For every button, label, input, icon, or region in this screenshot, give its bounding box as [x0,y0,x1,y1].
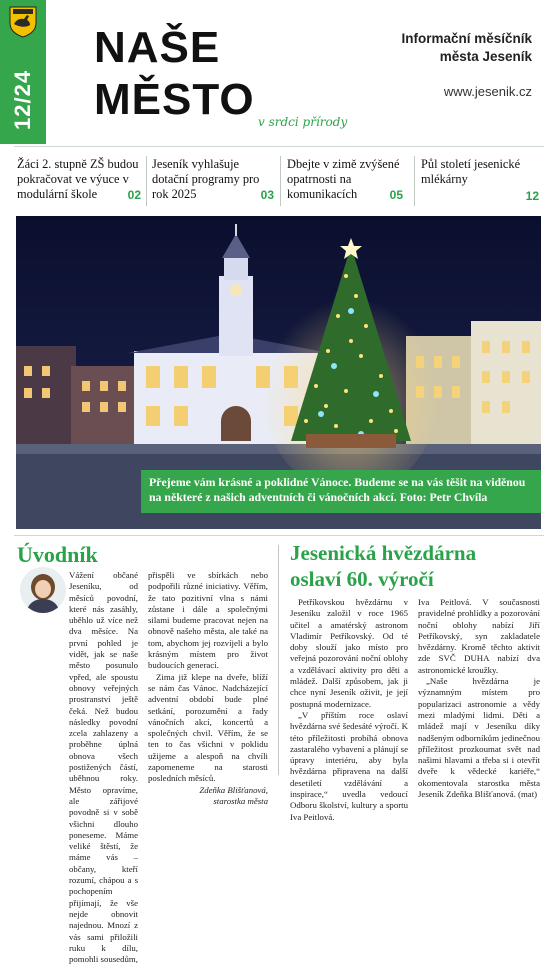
teaser-divider [414,156,415,206]
editorial-paragraph: Vážení občané Jeseníku, od měsíců povodní, které nás zasáhly, uběhlo už více než dva měsíce. Na první pohled je vidět, jak se naše město posunulo vpřed, ale spoustu obnovy veřejných prostranství ještě čeká. Než budou následky povodní zcela zahlazeny a proběhne úplná obnova všech postižených částí, uběhnou roky. Město opravíme, ale zářijové povodně si v sobě všichni dlouho poneseme. Máme veliké štěstí, že máme vás – občany, kteří rozumí, chápou a s pochopením přijímají, že vše nejde obnovit najednou. Mnozí z vás sami přiložili ruku k dílu, pomohli sousedům, [69,570,138,965]
header-divider [14,146,544,147]
teaser-divider [280,156,281,206]
teaser-3[interactable] [287,157,403,202]
observatory-heading [290,540,476,592]
photo-caption: Přejeme vám krásné a poklidné Vánoce. Budeme se na vás těšit na viděnou na některé z našich adventních či vánočních akcí. Foto: Petr Chvíla [141,470,541,513]
teaser-4-page: 12 [525,189,539,203]
masthead-title-line2: MĚSTO [94,75,255,124]
masthead-subtitle [401,30,532,66]
teaser-2[interactable] [152,157,274,202]
observatory-column-1 [290,597,408,823]
observatory-column-2 [418,597,540,800]
website-link[interactable]: www.jesenik.cz [443,84,532,99]
editorial-signature-name: Zdeňka Blišťanová, [199,784,268,795]
teaser-1[interactable] [17,157,141,202]
editorial-column-1 [17,570,138,965]
observatory-paragraph: „Naše hvězdárna je významným místem pro popularizaci astronomie a vědy mezi mladými lidmi. Děti a mládež mají v Jeseníku díky nadšeným odborníkům jedinečnou příležitost prozkoumat svět nad našimi hlavami a třeba si i otevřít dveře k vědecké kariéře,“ okomentovala starostka města Jeseník Zdeňka Blišťanová. (mat) [418,676,540,800]
masthead-title-line1: NAŠE [94,23,221,72]
issue-number: 12/24 [10,69,35,131]
subtitle-line1: Informační měsíčník [401,31,532,46]
editorial-signature-role: starostka města [213,795,268,806]
teaser-3-text: Dbejte v zimě zvýšené opatrnosti na komunikacích [287,157,400,201]
observatory-heading-line1: Jesenická hvězdárna [290,541,477,565]
editorial-heading: Úvodník [17,542,98,567]
editorial-column-2 [148,570,268,807]
column-divider [278,545,279,775]
teaser-3-page: 05 [389,188,403,202]
teaser-1-text: Žáci 2. stupně ZŠ budou pokračovat ve výuce v modulární škole [17,157,139,201]
editorial-paragraph: Zima již klepe na dveře, blíží se nám čas Vánoc. Nadcházející adventní období bude plné setkání, porozumění a řady vánočních akcí, koncertů a společných chvil. Věřím, že se ten to čas všichni v poklidu užijeme a alespoň na chvíli zapomeneme na starosti posledních měsíců. [148,671,268,784]
teaser-4-text: Půl století jesenické mlékárny [421,157,521,186]
editorial-paragraph: přispěli ve sbírkách nebo podpořili různé iniciativy. Věřím, že tato pozitivní vlna s námi zůstane i dále a společnými silami budeme pracovat nejen na obnově našeho města, ale také na tom, abychom jej rozvíjeli a bylo krásným místem pro život budoucích generací. [148,570,268,671]
teaser-4[interactable] [421,157,539,203]
observatory-paragraph: Petříkovskou hvězdárnu v Jeseníku založil v roce 1965 učitel a amatérský astronom Vladimír Petříkovský. Od té doby slouží jako místo pro veřejná pozorování noční oblohy a vzdělávací aktivity pro děti a mládež. Další způsobem, jak ji chce nyní Jeseník oživit, je její postupná modernizace. [290,597,408,709]
observatory-paragraph: Iva Peitlová. V současnosti pravidelné prohlídky a pozorování noční oblohy nabízí Jiří Petříkovský, syn zakladatele hvězdárny. Kromě těchto aktivit zde SVČ DUHA nabízí dva astronomické kroužky. [418,597,540,675]
issue-sidebar [0,0,46,144]
observatory-paragraph: „V příštím roce oslaví hvězdárna své šedesáté výročí. K této příležitosti probíhá obnova zastaralého vybavení a plánují se úpravy interiéru, aby byla hvězdárna připravena na další desetiletí vzdělávání a inspirace,“ uvedla vedoucí Odboru školství, kultury a sportu Iva Peitlová. [290,709,408,822]
city-crest-icon [9,6,37,38]
observatory-heading-line2: oslaví 60. výročí [290,567,434,591]
teaser-2-text: Jeseník vyhlašuje dotační programy pro rok 2025 [152,157,260,201]
teaser-2-page: 03 [260,188,274,202]
section-divider [14,535,544,536]
subtitle-line2: města Jeseník [439,49,532,64]
teaser-divider [146,156,147,206]
teaser-1-page: 02 [127,188,141,202]
masthead-tagline: v srdci přírody [258,115,348,129]
